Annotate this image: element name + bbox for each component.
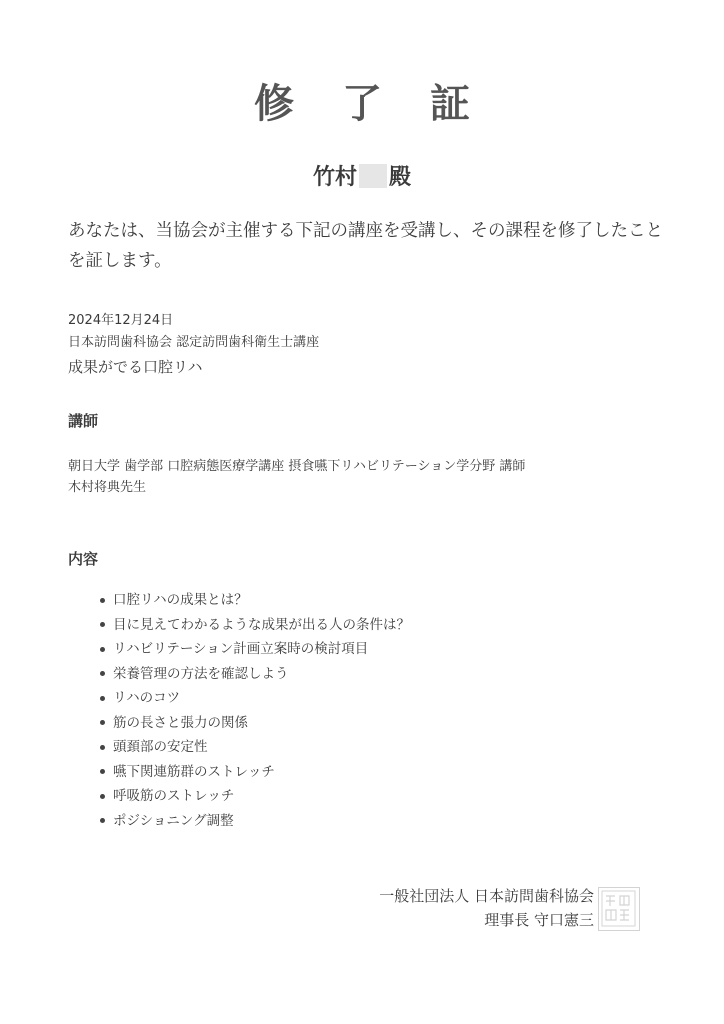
list-item bbox=[100, 760, 410, 785]
list-item-text: ポジショニング調整 bbox=[113, 812, 234, 829]
bullet-icon bbox=[100, 720, 105, 725]
bullet-icon bbox=[100, 696, 105, 701]
course-info bbox=[68, 310, 319, 378]
official-seal-icon bbox=[598, 887, 640, 931]
instructor-block bbox=[68, 456, 525, 498]
list-item-text: 呼吸筋のストレッチ bbox=[113, 788, 235, 804]
bullet-icon bbox=[100, 647, 105, 652]
issuer-representative: 理事長 守口憲三 bbox=[484, 911, 594, 929]
list-item-text: リハのコツ bbox=[113, 690, 181, 706]
recipient-line bbox=[0, 160, 724, 191]
bullet-icon bbox=[100, 769, 105, 774]
course-date: 2024年12月24日 bbox=[68, 313, 174, 328]
list-item-text: 頭頚部の安定性 bbox=[113, 739, 208, 755]
bullet-icon bbox=[100, 598, 105, 603]
program-name: 日本訪問歯科協会 認定訪問歯科衛生士講座 bbox=[68, 335, 320, 350]
list-item-text: リハビリテーション計画立案時の検討項目 bbox=[113, 641, 369, 657]
title-char-3: 証 bbox=[430, 80, 470, 127]
instructor-affiliation: 朝日大学 歯学部 口腔病態医療学講座 摂食嚥下リハビリテーション学分野 講師 bbox=[68, 459, 526, 474]
content-heading: 内容 bbox=[68, 550, 99, 568]
recipient-surname: 竹村 bbox=[312, 165, 357, 190]
issuer-block bbox=[379, 884, 594, 932]
instructor-heading: 講師 bbox=[68, 412, 99, 430]
title-char-2: 了 bbox=[342, 80, 382, 127]
list-item-text: 口腔リハの成果とは？ bbox=[113, 592, 248, 608]
list-item bbox=[100, 686, 410, 711]
redacted-given-name bbox=[359, 164, 387, 188]
list-item-text: 栄養管理の方法を確認しよう bbox=[113, 665, 289, 682]
bullet-icon bbox=[100, 745, 105, 750]
title-char-1: 修 bbox=[254, 80, 294, 127]
recipient-suffix: 殿 bbox=[389, 165, 412, 190]
list-item bbox=[100, 588, 410, 613]
list-item bbox=[100, 809, 410, 834]
list-item-text: 目に見えてわかるような成果が出る人の条件は？ bbox=[113, 616, 410, 633]
list-item bbox=[100, 711, 410, 736]
list-item bbox=[100, 637, 410, 662]
issuer-organization: 一般社団法人 日本訪問歯科協会 bbox=[379, 887, 594, 905]
list-item bbox=[100, 662, 410, 687]
list-item bbox=[100, 735, 410, 760]
list-item-text: 筋の長さと張力の関係 bbox=[113, 714, 248, 731]
course-title: 成果がでる口腔リハ bbox=[68, 358, 203, 376]
list-item bbox=[100, 613, 410, 638]
bullet-icon bbox=[100, 671, 105, 676]
certificate-statement: あなたは、当協会が主催する下記の講座を受講し、その課程を修了したことを証します。 bbox=[68, 221, 663, 271]
bullet-icon bbox=[100, 794, 105, 799]
list-item-text: 嚥下関連筋群のストレッチ bbox=[113, 763, 275, 780]
bullet-icon bbox=[100, 622, 105, 627]
list-item bbox=[100, 784, 410, 809]
certificate-title bbox=[0, 72, 724, 129]
content-list bbox=[100, 588, 410, 833]
instructor-name: 木村将典先生 bbox=[68, 480, 147, 495]
bullet-icon bbox=[100, 818, 105, 823]
